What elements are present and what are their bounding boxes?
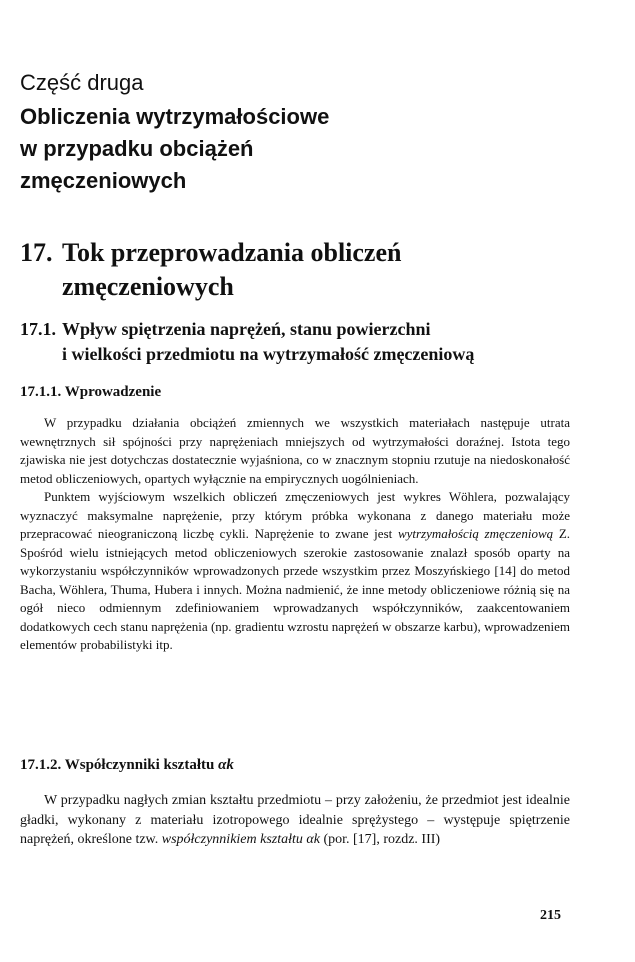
- paragraph-text: Z. Spośród wielu istniejących metod obliczeniowych szerokie zastosowanie znalazł sposób oparty na wykorzystaniu współczynników wprowadzonych przede wszystkim przez Moszyńskiego [14] do metod Bacha, Wöhlera, Thuma, Hubera i innych. Można nadmienić, że inne metody obliczeniowe różnią się na ogół nieco odmiennym zdefiniowaniem wprowadzanych współczynników, zaakcentowaniem dodatkowych cech stanu naprężenia (np. gradientu wzrostu naprężeń w obszarze karbu), wprowadzeniem elementów probabilistyki itp.: [20, 526, 571, 652]
- intro-text: [20, 414, 570, 655]
- paragraph-text: Punktem wyjściowym wszelkich obliczeń zmęczeniowych jest wykres Wöhlera, pozwalający wyznaczyć maksymalne naprężenie, przy którym próbka wykonana z danego materiału może przepracować nieograniczoną liczbę cykli. Naprężenie to zwane jest: [20, 489, 570, 541]
- part-title-line: Obliczenia wytrzymałościowe: [20, 104, 330, 129]
- section-title-line2: i wielkości przedmiotu na wytrzymałość zmęczeniową: [62, 344, 475, 364]
- emphasized-term: współczynnikiem kształtu αk: [161, 832, 320, 847]
- paragraph-text: W przypadku nagłych zmian kształtu przedmiotu – przy założeniu, że przedmiot jest idealnie gładki, wykonany z materiału izotropowego idealnie sprężystego – występuje spiętrzenie naprężeń, określone tzw.: [20, 793, 570, 847]
- part-title-line: w przypadku obciążeń: [20, 136, 254, 161]
- section-heading: [20, 317, 610, 367]
- part-title: [20, 101, 580, 197]
- page-number: 215: [540, 908, 561, 923]
- shape-factors-text: [20, 791, 570, 850]
- chapter-title-line2: zmęczeniowych: [62, 272, 234, 301]
- paragraph: [20, 791, 570, 850]
- subsection-heading-intro: 17.1.1. Wprowadzenie: [20, 384, 162, 400]
- section-title-line1: Wpływ spiętrzenia naprężeń, stanu powierzchni: [62, 319, 431, 339]
- section-number: 17.1.: [20, 319, 56, 339]
- emphasized-term: wytrzymałością zmęczeniową: [397, 526, 554, 541]
- part-label: Część druga: [20, 70, 144, 95]
- paragraph: W przypadku działania obciążeń zmiennych we wszystkich materiałach następuje utrata wewnętrznych sił spójności przy naprężeniach mniejszych od wytrzymałości doraźnej. Istota tego zjawiska nie jest dotychczas dostatecznie wyjaśniona, co w znacznym stopniu rzutuje na niedoskonałość metod obliczeniowych, opartych wyłącznie na empirycznych uogólnieniach.: [20, 415, 570, 486]
- part-title-line: zmęczeniowych: [20, 168, 187, 193]
- subsection-heading-shape-factors: [20, 757, 234, 774]
- chapter-heading: [20, 236, 600, 304]
- alpha-k-symbol: αk: [218, 757, 234, 773]
- subsection-heading-text: 17.1.2. Współczynniki kształtu: [20, 757, 219, 773]
- paragraph: [20, 488, 570, 655]
- paragraph-text: (por. [17], rozdz. III): [319, 832, 441, 847]
- chapter-title-line1: Tok przeprowadzania obliczeń: [62, 238, 402, 267]
- chapter-number: 17.: [20, 238, 53, 267]
